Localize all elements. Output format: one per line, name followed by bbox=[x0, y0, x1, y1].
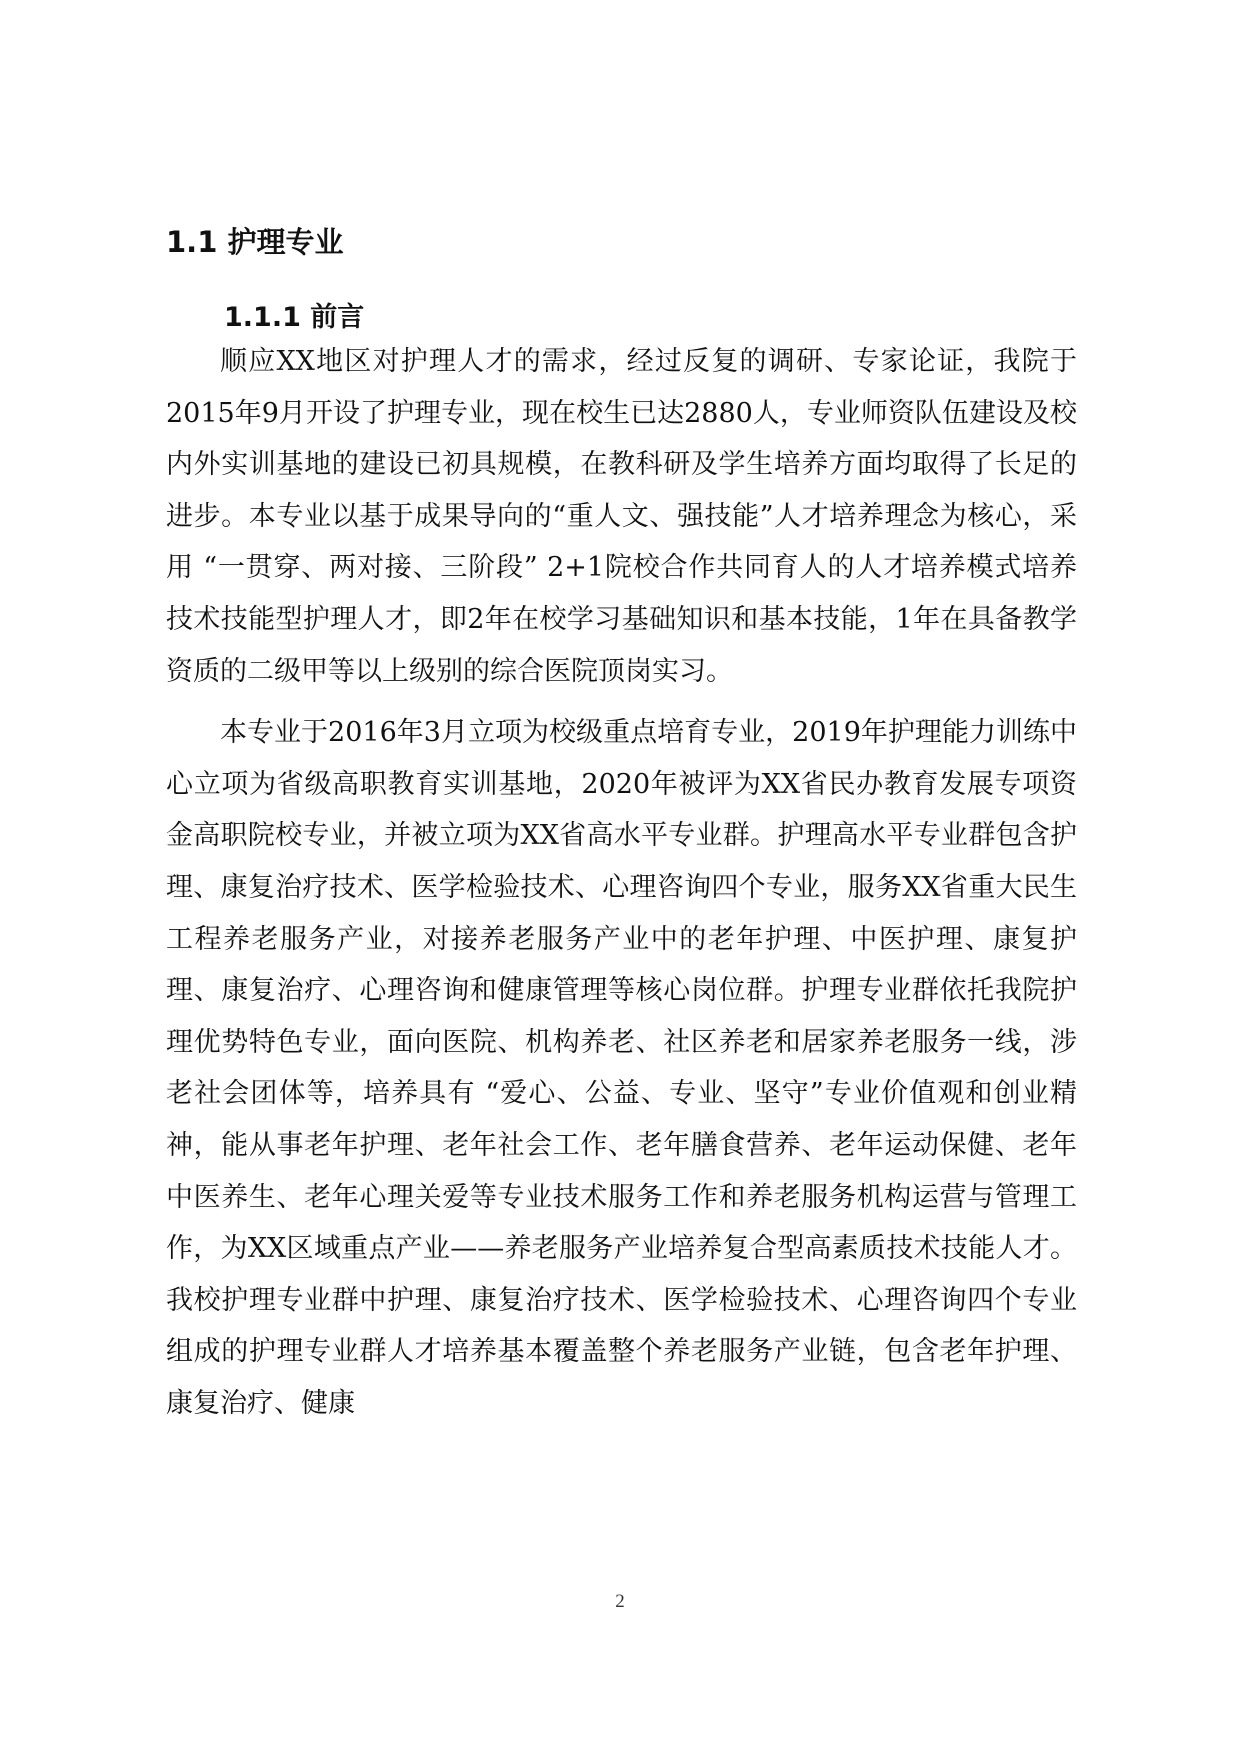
body-text bbox=[166, 336, 1077, 1429]
paragraph: 顺应XX地区对护理人才的需求，经过反复的调研、专家论证，我院于2015年9月开设了护理专业，现在校生已达2880人，专业师资队伍建设及校内外实训基地的建设已初具规模，在教科研及学生培养方面均取得了长足的进步。本专业以基于成果导向的“重人文、强技能”人才培养理念为核心，采用 “一贯穿、两对接、三阶段” 2+1院校合作共同育人的人才培养模式培养技术技能型护理人才，即2年在校学习基础知识和基本技能，1年在具备教学资质的二级甲等以上级别的综合医院顶岗实习。 bbox=[166, 346, 1077, 687]
subsection-heading bbox=[224, 299, 364, 337]
paragraph: 本专业于2016年3月立项为校级重点培育专业，2019年护理能力训练中心立项为省级高职教育实训基地，2020年被评为XX省民办教育发展专项资金高职院校专业，并被立项为XX省高水平专业群。护理高水平专业群包含护理、康复治疗技术、医学检验技术、心理咨询四个专业，服务XX省重大民生工程养老服务产业，对接养老服务产业中的老年护理、中医护理、康复护理、康复治疗、心理咨询和健康管理等核心岗位群。护理专业群依托我院护理优势特色专业，面向医院、机构养老、社区养老和居家养老服务一线，涉老社会团体等，培养具有 “爱心、公益、专业、坚守”专业价值观和创业精神，能从事老年护理、老年社会工作、老年膳食营养、老年运动保健、老年中医养生、老年心理关爱等专业技术服务工作和养老服务机构运营与管理工作，为XX区域重点产业——养老服务产业培养复合型高素质技术技能人才。我校护理专业群中护理、康复治疗技术、医学检验技术、心理咨询四个专业组成的护理专业群人才培养基本覆盖整个养老服务产业链，包含老年护理、康复治疗、健康 bbox=[166, 717, 1077, 1419]
section-heading bbox=[166, 222, 344, 262]
section-number: 1.1 bbox=[166, 225, 218, 259]
subsection-title: 前言 bbox=[310, 302, 365, 333]
section-title: 护理专业 bbox=[227, 225, 344, 259]
subsection-number: 1.1.1 bbox=[224, 302, 301, 333]
page-number: 2 bbox=[615, 1591, 625, 1612]
